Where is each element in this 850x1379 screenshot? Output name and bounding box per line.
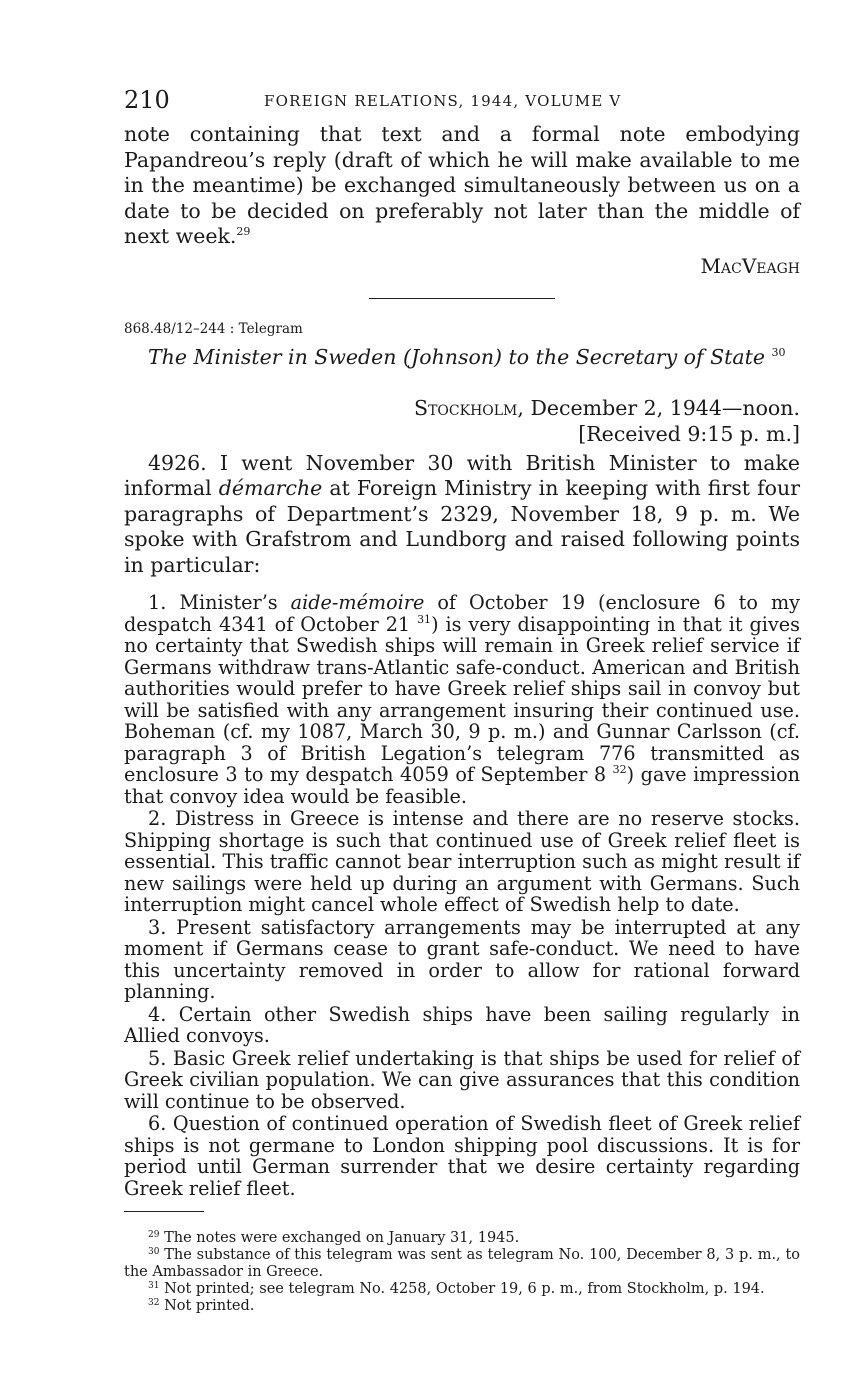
page-header xyxy=(124,86,800,116)
opening-text-a: 4926. I went November 30 with British Minister to make informal xyxy=(124,450,800,500)
footnote-ref-32: 32 xyxy=(612,763,627,776)
section-divider xyxy=(369,298,555,299)
footnote-29-text: The notes were exchanged on January 31, 1945. xyxy=(164,1230,520,1246)
footnote-32 xyxy=(124,1298,800,1315)
footnote-30 xyxy=(124,1247,800,1281)
footnote-divider xyxy=(124,1211,204,1212)
point-5: 5. Basic Greek relief undertaking is that ships be used for relief of Greek civilian population. We can give assurances that this condition will continue to be observed. xyxy=(124,1046,800,1113)
page-number: 210 xyxy=(124,86,170,114)
point-6: 6. Question of continued operation of Swedish fleet of Greek relief ships is not germane to London shipping pool discussions. It is for period until German surrender that we desire certainty regarding Greek relief fleet. xyxy=(124,1112,800,1200)
point-1 xyxy=(124,592,800,807)
footnote-30-num: 30 xyxy=(148,1247,160,1257)
point-2: 2. Distress in Greece is intense and there are no reserve stocks. Shipping shortage is such that continued use of Greek relief fleet is essential. This traffic cannot bear interruption such as might result if new sailings were held up during an argument with Germans. Such interruption might cancel whole effect of Swedish help to date. xyxy=(124,807,800,916)
opening-text-b: at Foreign Ministry in keeping with first four paragraphs of Department’s 2329, November 18, 9 p. m. We spoke with Grafstrom and Lundborg and raised following points in particular: xyxy=(124,476,800,577)
signature: MacVeagh xyxy=(700,253,800,278)
document-title-text: The Minister in Sweden (Johnson) to the Secretary of State xyxy=(148,344,766,369)
footnote-ref-31: 31 xyxy=(417,612,432,626)
point-4: 4. Certain other Swedish ships have been sailing regularly in Allied convoys. xyxy=(124,1002,800,1047)
document-page xyxy=(124,86,800,1315)
received-note: [Received 9:15 p. m.] xyxy=(578,421,800,446)
point1-text-a: 1. Minister’s xyxy=(148,591,291,614)
footnote-ref-30: 30 xyxy=(771,345,786,359)
dateline-date: December 2, 1944—noon. xyxy=(530,395,800,420)
continuation-paragraph xyxy=(124,122,800,250)
dateline-place: Stockholm, xyxy=(414,395,524,420)
point1-text-b: of October 19 (enclosure 6 to my despatch 4341 of October 21 xyxy=(124,591,800,636)
document-title xyxy=(124,345,800,369)
opening-term: démarche xyxy=(218,476,323,500)
opening-paragraph xyxy=(124,451,800,579)
footnote-32-text: Not printed. xyxy=(164,1298,255,1314)
footnote-30-text: The substance of this telegram was sent as telegram No. 100, December 8, 3 p. m., to the Ambassador in Greece. xyxy=(124,1247,801,1280)
footnotes xyxy=(124,1230,800,1315)
point1-text-c: ) is very disappointing in that it gives no certainty that Swedish ships will remain in Greek relief service if Germans withdraw trans-Atlantic safe-conduct. American and British authorities would prefer to have Greek relief ships sail in convoy but will be satisfied with any arrangement insuring their continued use. Boheman (cf. my 1087, March 30, 9 p. m.) and Gunnar Carlsson (cf. paragraph 3 of British Legation’s telegram 776 transmitted as enclosure 3 to my despatch 4059 of September 8 xyxy=(124,612,800,786)
footnote-31 xyxy=(124,1281,800,1298)
footnote-32-num: 32 xyxy=(148,1298,160,1308)
running-head: FOREIGN RELATIONS, 1944, VOLUME V xyxy=(264,92,622,110)
point1-term: aide-mémoire xyxy=(290,591,425,614)
footnote-29 xyxy=(124,1230,800,1247)
dateline xyxy=(124,395,800,447)
footnote-31-text: Not printed; see telegram No. 4258, October 19, 6 p. m., from Stockholm, p. 194. xyxy=(164,1281,765,1297)
points-list xyxy=(124,592,800,1199)
point1-text-d: ) gave impression that convoy idea would be feasible. xyxy=(124,763,800,808)
point-3: 3. Present satisfactory arrangements may be interrupted at any moment if Germans cease to grant safe-conduct. We need to have this uncertainty removed in order to allow for rational forward planning. xyxy=(124,915,800,1003)
footnote-31-num: 31 xyxy=(148,1281,160,1291)
file-number: 868.48/12–244 : Telegram xyxy=(124,320,303,337)
continuation-text: note containing that text and a formal note embodying Papandreou’s reply (draft of which he will make available to me in the meantime) be exchanged simultaneously between us on a date to be decided on preferably not later than the middle of next week. xyxy=(124,122,800,248)
footnote-ref-29: 29 xyxy=(236,225,251,238)
footnote-29-num: 29 xyxy=(148,1230,160,1240)
